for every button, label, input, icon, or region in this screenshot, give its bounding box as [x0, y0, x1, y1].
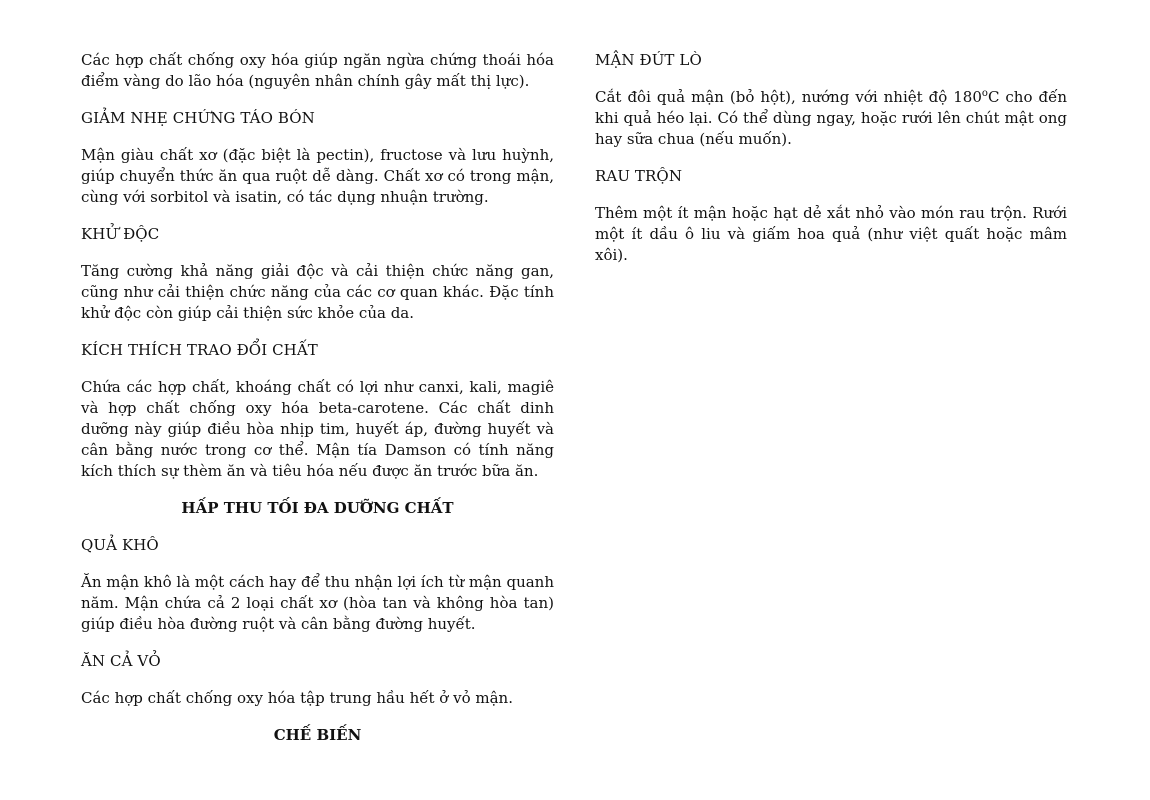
metabolism-heading: KÍCH THÍCH TRAO ĐỔI CHẤT [81, 341, 318, 359]
constipation-paragraph: Mận giàu chất xơ (đặc biệt là pectin), fructose và lưu huỳnh, giúp chuyển thức ăn qua ruột dễ dàng. Chất xơ có trong mận, cùng với sorbitol và isatin, có tác dụng nhuận trường. [81, 146, 554, 206]
nutrient-absorption-section-title: HẤP THU TỐI ĐA DƯỠNG CHẤT [181, 499, 454, 517]
baked-plum-text-end: C cho đến khi quả héo lại. Có thể dùng ngay, hoặc rưới lên chút mật ong hay sữa chua (nếu muốn). [595, 88, 1067, 148]
detox-heading: KHỬ ĐỘC [81, 225, 160, 243]
preparation-section-title: CHẾ BIẾN [273, 726, 362, 744]
constipation-heading: GIẢM NHẸ CHỨNG TÁO BÓN [81, 109, 315, 127]
right-column [595, 50, 1067, 282]
baked-plum-text-start: Cắt đôi quả mận (bỏ hột), nướng với nhiệt độ 180 [595, 88, 982, 106]
eat-skin-paragraph: Các hợp chất chống oxy hóa tập trung hầu hết ở vỏ mận. [81, 689, 513, 707]
degree-sign: o [981, 88, 988, 99]
salad-heading: RAU TRỘN [595, 167, 683, 185]
baked-plum-heading: MẬN ĐÚT LÒ [595, 51, 702, 69]
salad-paragraph: Thêm một ít mận hoặc hạt dẻ xắt nhỏ vào món rau trộn. Rưới một ít dầu ô liu và giấm hoa quả (như việt quất hoặc mâm xôi). [595, 204, 1067, 264]
left-column [81, 50, 554, 762]
baked-plum-paragraph [595, 87, 1067, 150]
metabolism-paragraph: Chứa các hợp chất, khoáng chất có lợi như canxi, kali, magiê và hợp chất chống oxy hóa beta-carotene. Các chất dinh dưỡng này giúp điều hòa nhịp tim, huyết áp, đường huyết và cân bằng nước trong cơ thể. Mận tía Damson có tính năng kích thích sự thèm ăn và tiêu hóa nếu được ăn trước bữa ăn. [81, 378, 554, 480]
intro-paragraph: Các hợp chất chống oxy hóa giúp ngăn ngừa chứng thoái hóa điểm vàng do lão hóa (nguyên nhân chính gây mất thị lực). [81, 51, 554, 90]
dried-fruit-heading: QUẢ KHÔ [81, 536, 159, 554]
dried-fruit-paragraph: Ăn mận khô là một cách hay để thu nhận lợi ích từ mận quanh năm. Mận chứa cả 2 loại chất xơ (hòa tan và không hòa tan) giúp điều hòa đường ruột và cân bằng đường huyết. [81, 573, 554, 633]
eat-skin-heading: ĂN CẢ VỎ [81, 652, 161, 670]
detox-paragraph: Tăng cường khả năng giải độc và cải thiện chức năng gan, cũng như cải thiện chức năng của các cơ quan khác. Đặc tính khử độc còn giúp cải thiện sức khỏe của da. [81, 262, 554, 322]
